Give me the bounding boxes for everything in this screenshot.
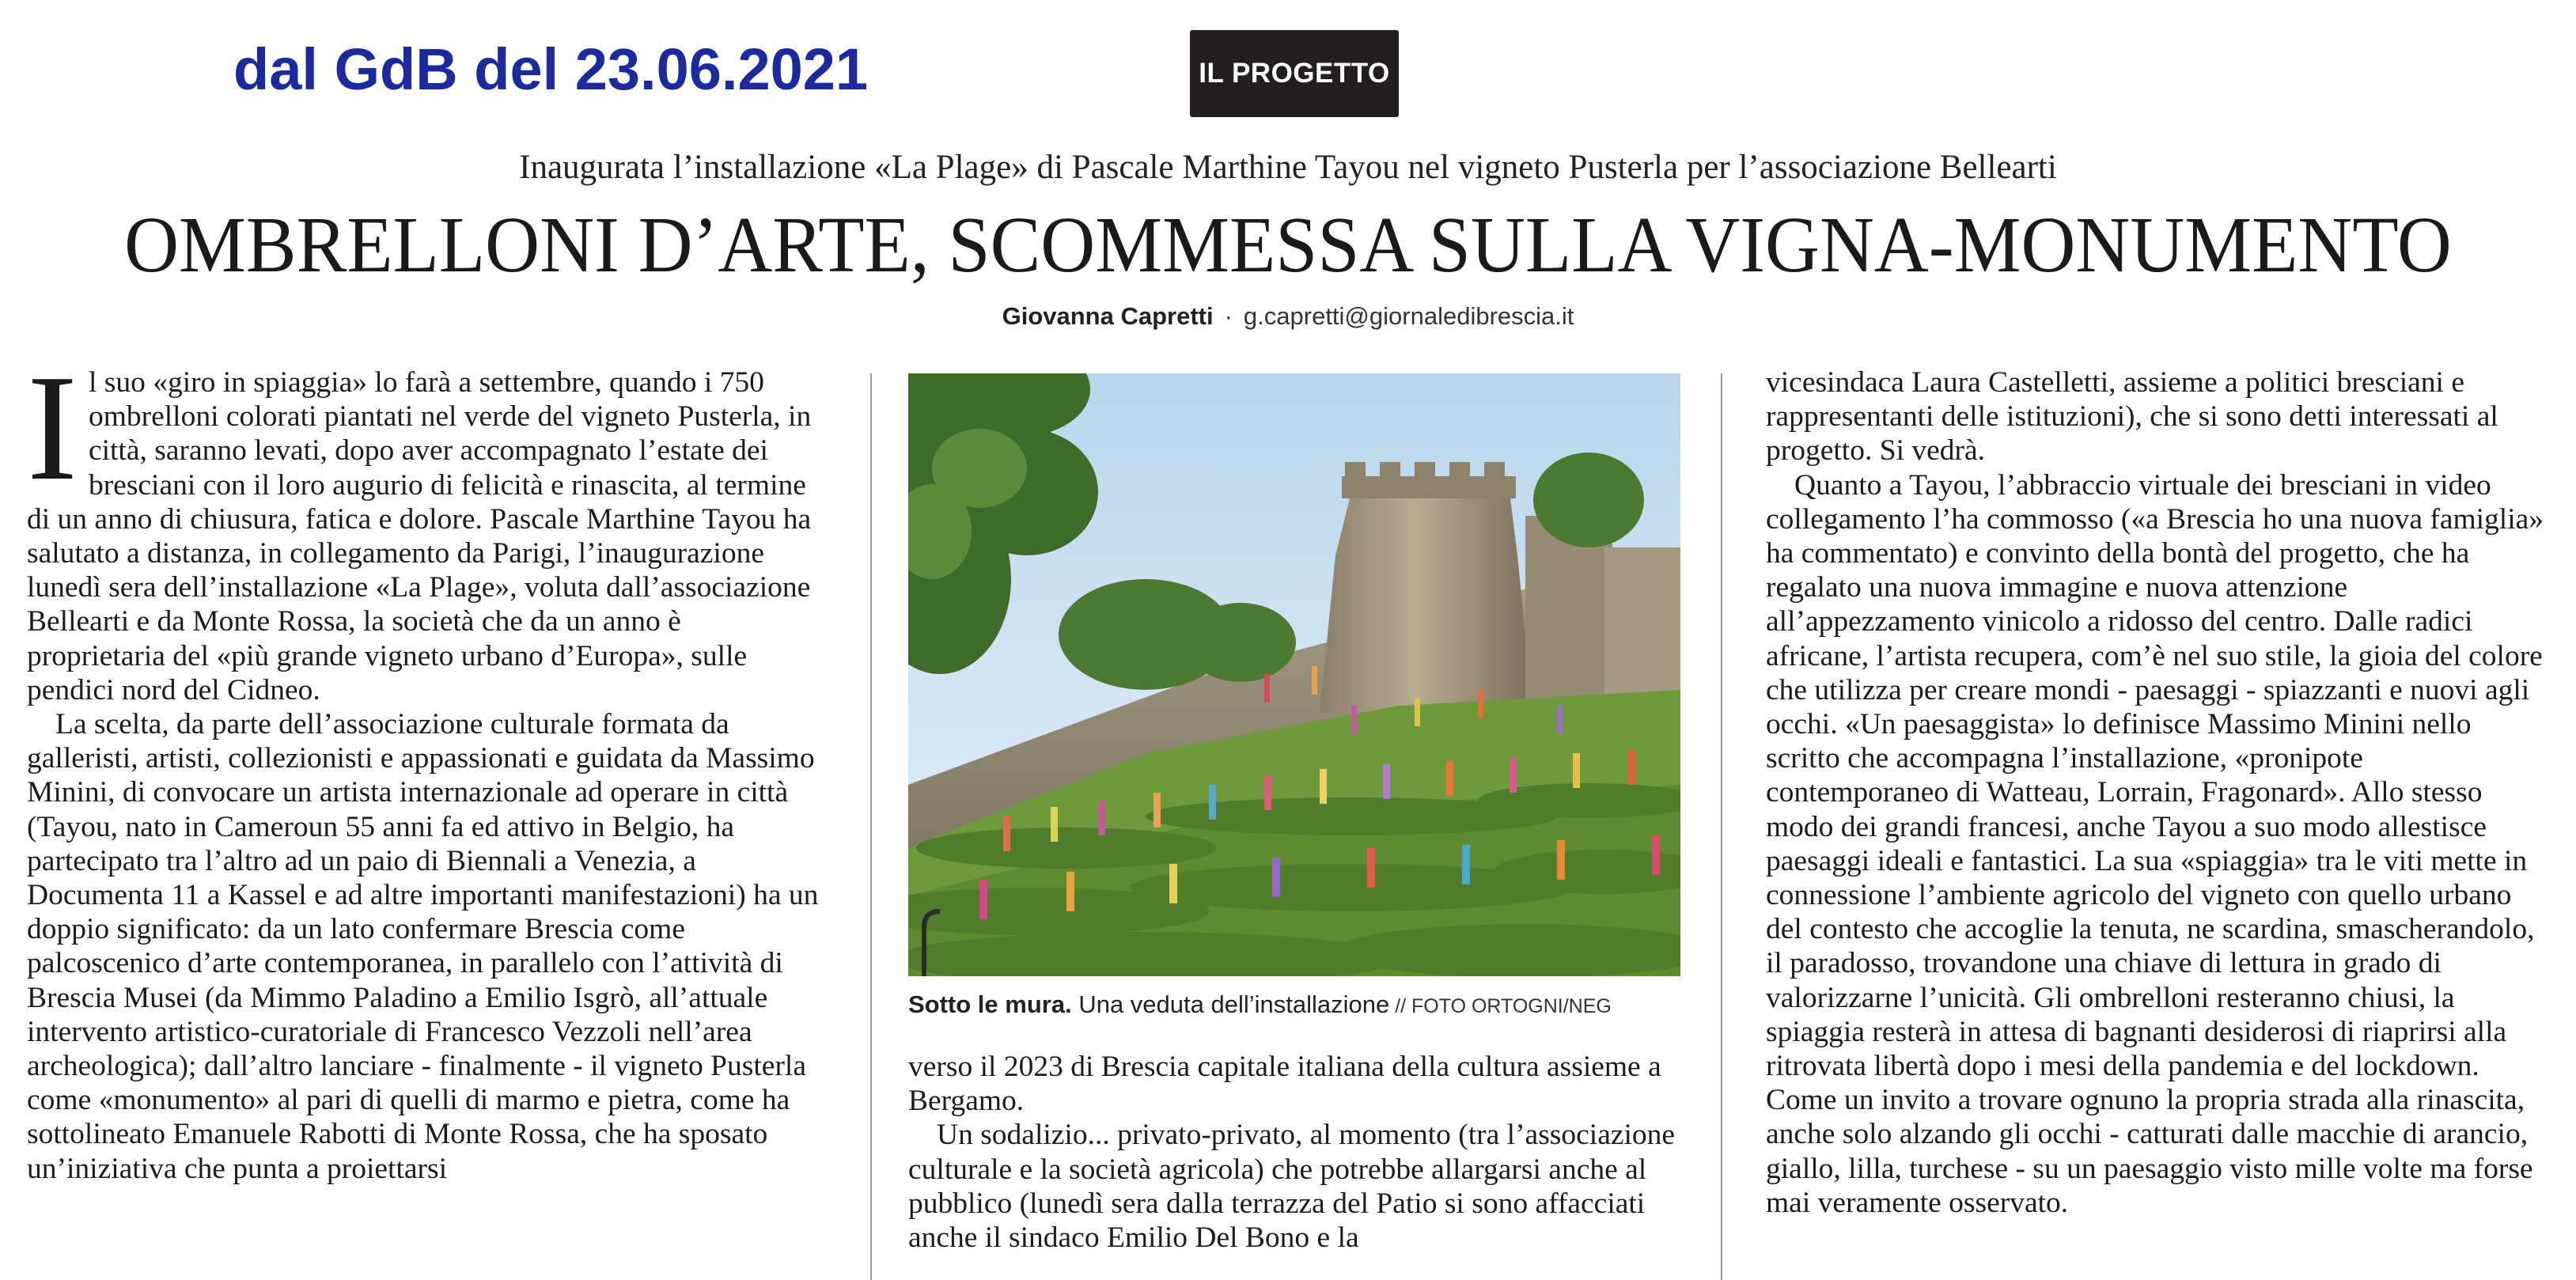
byline-separator: · — [1224, 302, 1233, 330]
photo-caption — [908, 987, 1680, 1024]
text-column-2 — [908, 1050, 1680, 1255]
paragraph-text: l suo «giro in spiaggia» lo farà a settembre, quando i 750 ombrelloni colorati piantati nel verde del vigneto Pusterla, in città, saranno levati, dopo aver accompagnato l’estate dei bresciani con il loro augurio di felicità e rinascita, al termine di un anno di chiusura, fatica e dolore. Pascale Marthine Tayou ha salutato a distanza, in collegamento da Parigi, l’inaugurazione lunedì sera dell’installazione «La Plage», voluta dall’associazione Bellearti e da Monte Rossa, la società che da un anno è proprietaria del «più grande vigneto urbano d’Europa», sulle pendici nord del Cidneo. — [27, 366, 812, 706]
article-photo — [908, 373, 1680, 976]
paragraph: Un sodalizio... privato-privato, al momento (tra l’associazione culturale e la società agricola) che potrebbe allargarsi anche al pubblico (lunedì sera dalla terrazza del Patio si sono affacciati anche il sindaco Emilio Del Bono e la — [908, 1119, 1676, 1255]
paragraph: Quanto a Tayou, l’abbraccio virtuale dei bresciani in video collegamento l’ha commosso («a Brescia ho una nuova famiglia» ha commentato) e convinto della bontà del progetto, che ha regalato una nuova immagine e nuova attenzione all’appezzamento vinicolo a ridosso del centro. Dalle radici africane, l’artista recupera, com’è nel suo stile, la gioia del colore che utilizza per creare mondi - paesaggi - spiazzanti e nuovi agli occhi. «Un paesaggista» lo definisce Massimo Minini nello scritto che accompagna l’installazione, «pronipote contemporaneo di Watteau, Lorrain, Fragonard». Allo stesso modo dei grandi francesi, anche Tayou a suo modo allestisce paesaggi ideali e fantastici. La sua «spiaggia» tra le viti mette in connessione l’ambiente agricolo del vigneto con quello urbano del contesto che accoglie la tenuta, ne scardina, smascherandolo, il paradosso, trovandone una chiave di lettura in grado di valorizzarne l’unicità. Gli ombrelloni resteranno chiusi, la spiaggia resterà in attesa di bagnanti desiderosi di riaprirsi alla ritrovata libertà dopo i mesi della pandemia e del lockdown. Come un invito a trovare ognuno la propria strada alla rinascita, anche solo alzando gli occhi - catturati dalle macchie di arancio, giallo, lilla, turchese - su un paesaggio visto mille volte ma forse mai veramente osservato. — [1766, 468, 2544, 1219]
byline-author: Giovanna Capretti — [1002, 302, 1214, 330]
paragraph — [27, 343, 826, 707]
byline-email[interactable]: g.capretti@giornaledibrescia.it — [1243, 302, 1574, 330]
paragraph: vicesindaca Laura Castelletti, assieme a politici bresciani e rappresentanti delle istituzioni), che si sono detti interessati al progetto. Si vedrà. — [1766, 366, 2498, 468]
photo-credit: // FOTO ORTOGNI/NEG — [1389, 995, 1612, 1017]
source-note: dal GdB del 23.06.2021 — [233, 36, 869, 102]
article-kicker: Inaugurata l’installazione «La Plage» di Pascale Marthine Tayou nel vigneto Pusterla per l’associazione Bellearti — [519, 149, 2057, 186]
section-badge: IL PROGETTO — [1190, 30, 1399, 117]
article-headline: OMBRELLONI D’ARTE, SCOMMESSA SULLA VIGNA-MONUMENTO — [124, 200, 2452, 289]
text-column-3 — [1766, 365, 2549, 1220]
column-divider — [870, 373, 872, 1280]
drop-cap: I — [27, 343, 78, 512]
byline — [0, 294, 2576, 339]
text-column-1 — [27, 343, 826, 1186]
caption-lead: Sotto le mura. — [908, 990, 1072, 1018]
paragraph: La scelta, da parte dell’associazione culturale formata da galleristi, artisti, collezionisti e appassionati e guidata da Massimo Minini, di convocare un artista internazionale ad operare in città (Tayou, nato in Cameroun 55 anni fa ed attivo in Belgio, ha partecipato tra l’altro ad un paio di Biennali a Venezia, a Documenta 11 a Kassel e ad altre importanti manifestazioni) ha un doppio significato: da un lato confermare Brescia come palcoscenico d’arte contemporanea, in parallelo con l’attività di Brescia Musei (da Mimmo Paladino a Emilio Isgrò, all’attuale intervento artistico-curatoriale di Francesco Vezzoli nell’area archeologica); dall’altro lanciare - finalmente - il vigneto Pusterla come «monumento» al pari di quelli di marmo e pietra, come ha sottolineato Emanuele Rabotti di Monte Rossa, che ha sposato un’iniziativa che punta a proiettarsi — [27, 708, 819, 1185]
caption-text: Una veduta dell’installazione — [1071, 990, 1390, 1018]
column-divider — [1721, 373, 1722, 1280]
paragraph: verso il 2023 di Brescia capitale italiana della cultura assieme a Bergamo. — [908, 1051, 1661, 1118]
castle-vineyard-illustration — [908, 373, 1680, 976]
